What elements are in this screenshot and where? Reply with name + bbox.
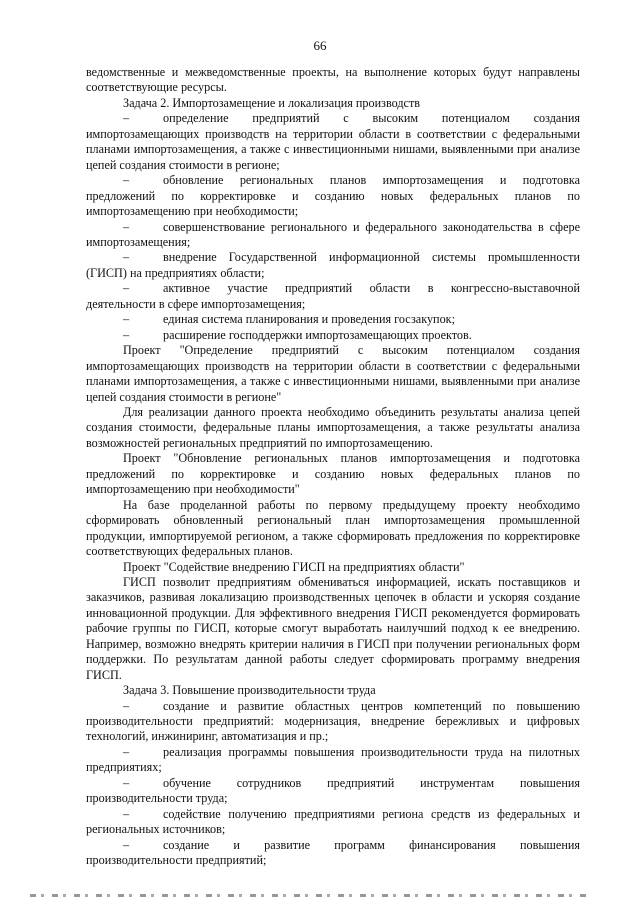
bullet-text: внедрение Государственной информационной системы промышленности (ГИСП) на предприятиях области;: [86, 250, 580, 280]
paragraph: ГИСП позволит предприятиям обмениваться информацией, искать поставщиков и заказчиков, развивая локализацию производственных цепочек в области и ускоряя создание инновационной продукции. Для эффективного внедрения ГИСП рекомендуется формировать рабочие группы по ГИСП, которые смогут выработать наилучший подход к ее внедрению. Например, возможно внедрять критерии наличия в ГИСП при получении региональных форм поддержки. По результатам данной работы следует сформировать программу внедрения ГИСП.: [86, 574, 580, 682]
bullet-dash: –: [123, 173, 130, 188]
bullet-item: [86, 173, 580, 219]
paragraph: Проект "Определение предприятий с высоким потенциалом создания импортозамещающих производств на территории области в соответствии с федеральными планами импортозамещения, а также с инвестиционными нишами, выявленными при анализе цепей создания стоимости в регионе": [86, 343, 580, 404]
bullet-dash: –: [123, 219, 130, 234]
bullet-item: [86, 111, 580, 173]
bullet-text: определение предприятий с высоким потенциалом создания импортозамещающих производств на территории области в соответствии с федеральными планами импортозамещения, а также с инвестиционными нишами, выявленными при анализе цепей создания стоимости в регионе;: [86, 111, 580, 172]
document-body: [86, 65, 580, 869]
section-heading: Задача 2. Импортозамещение и локализация производств: [123, 95, 421, 110]
bullet-text: реализация программы повышения производительности труда на пилотных предприятиях;: [86, 744, 580, 775]
paragraph: Проект "Обновление региональных планов импортозамещения и подготовка предложений по корректировке и созданию новых федеральных планов по импортозамещению при необходимости": [86, 451, 580, 497]
bullet-item: [86, 250, 580, 281]
page-number: 66: [313, 38, 327, 53]
scan-artifact-line: [30, 894, 590, 897]
bullet-item: [86, 776, 580, 807]
bullet-text: создание и развитие областных центров компетенций по повышению производительности предприятий: модернизация, внедрение бережливых и цифровых технологий, инжиниринг, автоматизация и пр.;: [86, 698, 580, 744]
bullet-dash: –: [123, 837, 130, 852]
bullet-dash: –: [123, 250, 130, 265]
bullet-dash: –: [123, 744, 130, 759]
bullet-item: [86, 312, 580, 327]
bullet-item: [86, 745, 580, 776]
bullet-dash: –: [123, 327, 130, 342]
bullet-item: [86, 328, 580, 343]
bullet-text: единая система планирования и проведения госзакупок;: [163, 312, 455, 327]
bullet-item: [86, 281, 580, 312]
bullet-item: [86, 220, 580, 251]
paragraph: На базе проделанной работы по первому предыдущему проекту необходимо сформировать обновленный региональный план импортозамещения промышленной продукции, импортируемой регионом, а также сформировать предложения по корректировке соответствующих федеральных планов.: [86, 497, 580, 559]
bullet-dash: –: [123, 312, 130, 327]
bullet-item: [86, 699, 580, 745]
bullet-text: совершенствование регионального и федерального законодательства в сфере импортозамещения;: [86, 219, 580, 249]
bullet-dash: –: [123, 281, 130, 296]
bullet-text: обучение сотрудников предприятий инструментам повышения производительности труда;: [86, 775, 580, 806]
bullet-dash: –: [123, 111, 130, 126]
bullet-text: содействие получению предприятиями региона средств из федеральных и региональных источников;: [86, 806, 580, 837]
bullet-text: обновление региональных планов импортозамещения и подготовка предложений по корректировке и созданию новых федеральных планов по импортозамещению при необходимости;: [86, 173, 580, 219]
bullet-dash: –: [123, 806, 130, 821]
bullet-dash: –: [123, 775, 130, 790]
bullet-text: расширение господдержки импортозамещающих проектов.: [163, 327, 472, 342]
bullet-item: [86, 838, 580, 869]
bullet-dash: –: [123, 698, 130, 713]
paragraph: ведомственные и межведомственные проекты, на выполнение которых будут направлены соответствующие ресурсы.: [86, 65, 580, 95]
bullet-text: создание и развитие программ финансирования повышения производительности предприятий;: [86, 837, 580, 868]
paragraph: Проект "Содействие внедрению ГИСП на предприятиях области": [123, 559, 465, 574]
bullet-text: активное участие предприятий области в конгрессно-выставочной деятельности в сфере импортозамещения;: [86, 281, 580, 311]
paragraph: Для реализации данного проекта необходимо объединить результаты анализа цепей создания стоимости, федеральные планы импортозамещения, а также результаты анализа возможностей региональных предприятий по импортозамещению.: [86, 404, 580, 450]
bullet-item: [86, 807, 580, 838]
section-heading: Задача 3. Повышение производительности труда: [123, 683, 376, 698]
